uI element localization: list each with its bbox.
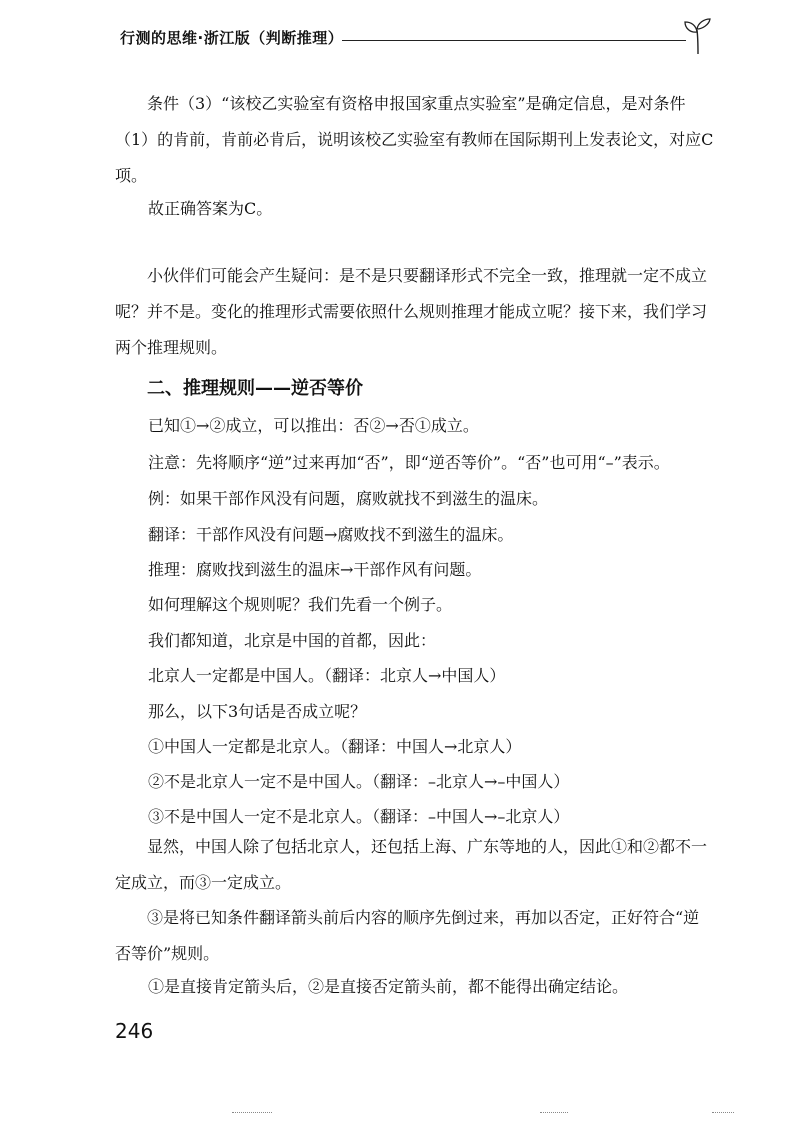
running-header <box>120 22 720 52</box>
example-line: 例：如果干部作风没有问题，腐败就找不到滋生的温床。 <box>148 489 549 508</box>
sentence-2-line: ②不是北京人一定不是中国人。（翻译：–北京人→–中国人） <box>148 772 570 791</box>
page-number: 246 <box>115 1019 154 1043</box>
answer-line: 故正确答案为C。 <box>148 199 273 218</box>
paragraph-final: ①是直接肯定箭头后，②是直接否定箭头前，都不能得出确定结论。 <box>148 977 629 996</box>
sentence-3-line: ③不是中国人一定不是北京人。（翻译：–中国人→–北京人） <box>148 807 570 826</box>
sprout-icon <box>682 16 714 56</box>
translation-line: 翻译：干部作风没有问题→腐败找不到滋生的温床。 <box>148 525 514 544</box>
rule-note: 注意：先将顺序“逆”过来再加“否”，即“逆否等价”。“否”也可用“–”表示。 <box>148 453 670 472</box>
paragraph-question: 小伙伴们可能会产生疑问：是不是只要翻译形式不完全一致，推理就一定不成立呢？并不是。变化的推理形式需要依照什么规则推理才能成立呢？接下来，我们学习两个推理规则。 <box>115 266 708 357</box>
beijing-statement-line: 北京人一定都是中国人。（翻译：北京人→中国人） <box>148 666 506 685</box>
section-heading: 二、推理规则——逆否等价 <box>147 378 363 399</box>
scan-speck <box>232 1112 272 1116</box>
paragraph-conclusion: 显然，中国人除了包括北京人，还包括上海、广东等地的人，因此①和②都不一定成立，而③一定成立。 <box>115 837 708 892</box>
header-rule <box>342 40 686 41</box>
scan-speck <box>712 1112 734 1116</box>
question-line: 如何理解这个规则呢？我们先看一个例子。 <box>148 595 453 614</box>
beijing-intro-line: 我们都知道，北京是中国的首都，因此： <box>148 631 437 650</box>
paragraph-condition-3: 条件（3）“该校乙实验室有资格申报国家重点实验室”是确定信息，是对条件（1）的肯前，肯前必肯后，说明该校乙实验室有教师在国际期刊上发表论文，对应C项。 <box>115 94 714 185</box>
rule-statement: 已知①→②成立，可以推出：否②→否①成立。 <box>148 416 479 435</box>
inference-line: 推理：腐败找到滋生的温床→干部作风有问题。 <box>148 560 482 579</box>
running-header-title: 行测的思维·浙江版（判断推理） <box>120 29 344 47</box>
sentence-1-line: ①中国人一定都是北京人。（翻译：中国人→北京人） <box>148 737 522 756</box>
scan-speck <box>540 1112 568 1116</box>
three-sentences-line: 那么，以下3句话是否成立呢？ <box>148 702 367 721</box>
paragraph-rule-match: ③是将已知条件翻译箭头前后内容的顺序先倒过来，再加以否定，正好符合“逆否等价”规则。 <box>115 908 700 963</box>
